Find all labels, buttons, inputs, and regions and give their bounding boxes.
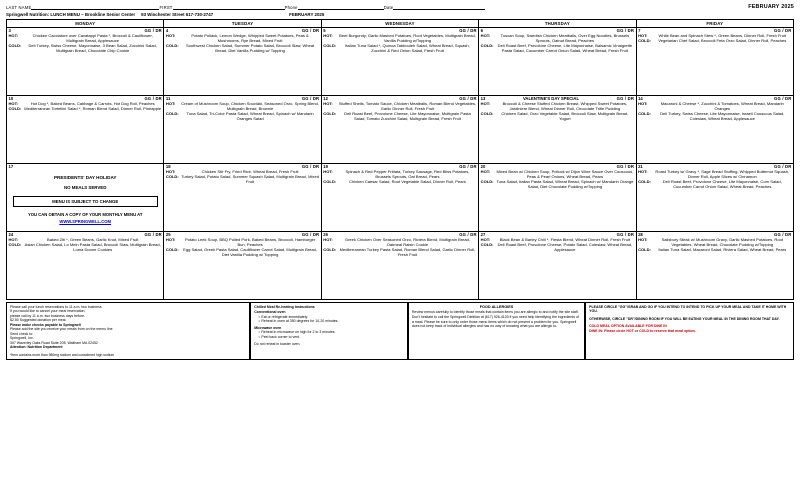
hot-label: HOT: — [165, 168, 176, 174]
weekday-friday: FRIDAY — [636, 19, 793, 27]
day-number: 5 — [323, 27, 326, 33]
hot-label: HOT: — [165, 100, 176, 106]
cold-label: COLD: — [323, 247, 337, 253]
hot-menu-text: Baked Ziti *, Green Beans, Garlic Knot, Mixed Fruit — [47, 236, 139, 242]
dr-instruction-line: OTHERWISE, CIRCLE "DR"/DINING ROOM IF YOU WILL BE EATING YOUR MEAL IN THE DINING ROOM THAT DAY. — [589, 316, 780, 321]
cold-menu-text: Deli Roast Beef, Provolone Cheese, Potato Salad, Coleslaw, Wheat Bread, Applesauce — [497, 242, 633, 253]
program-name: Springwell Nutrition: LUNCH MENU ~ Brookline Senior Center — [6, 12, 136, 17]
cold-label: COLD: — [480, 43, 494, 49]
weekday-thursday: THURSDAY — [479, 19, 636, 27]
footer-line-2: If you would like to cancel your meal reservation, — [10, 309, 86, 314]
cold-menu-text: Deli Roast Beef, Provolone Cheese, Lite Mayonnaise, Corn Salad, Cucumber Carrot Onion Salad, Wheat Bread, Peaches — [662, 179, 782, 189]
month-title-center: FEBRUARY 2025 — [289, 12, 325, 17]
gg-dr-option[interactable]: GG / DR — [459, 27, 477, 33]
hot-label: HOT: — [638, 32, 648, 38]
gg-dr-option[interactable]: GG / DR — [774, 163, 792, 169]
hot-label: HOT: — [165, 236, 176, 242]
day-cell-28[interactable] — [636, 231, 793, 299]
day-cell-19[interactable] — [321, 163, 478, 231]
week-row-1 — [7, 27, 794, 95]
gg-dr-option[interactable]: GG / DR — [144, 27, 162, 33]
footer-reservations-box — [6, 302, 250, 361]
cold-label: COLD: — [638, 247, 651, 253]
cold-label: COLD: — [480, 242, 494, 248]
day-cell-25[interactable] — [164, 231, 321, 299]
hot-label: HOT: — [323, 236, 333, 242]
cold-label: COLD: — [480, 111, 494, 117]
reheat-toaster-note: Do not reheat in toaster oven. — [254, 342, 301, 347]
patient-form-row — [6, 4, 794, 10]
hot-label: HOT: — [8, 32, 18, 38]
hot-label: HOT: — [480, 236, 491, 242]
cold-menu-text: Egg Salad, Greek Pasta Salad, Cauliflower Carrot Salad, Multigrain Bread, Diet Vanilla Pudding w/ Topping — [183, 247, 317, 257]
date-field[interactable] — [384, 4, 486, 10]
menu-subject-to-change-box: MENU IS SUBJECT TO CHANGE — [13, 196, 158, 207]
day-number: 11 — [165, 95, 171, 101]
hot-menu-text: Greek Chicken Over Seasoned Orzo, Riviera Blend, Multigrain Bread, Oatmeal Raisin Cookie — [344, 236, 470, 247]
day-cell-4[interactable] — [164, 27, 321, 95]
day-number: 7 — [638, 27, 641, 33]
cold-menu-text: Deli Turkey, Swiss Cheese, Lite Mayonnaise, Israeli Couscous Salad, Coleslaw, Wheat Bread, Applesauce — [660, 111, 785, 121]
day-cell-3[interactable] — [7, 27, 164, 95]
footer-org-name: Springwell, Inc. — [10, 336, 34, 341]
day-cell-5[interactable] — [321, 27, 478, 95]
first-name-line[interactable] — [173, 4, 285, 10]
cold-label: COLD: — [638, 38, 651, 44]
cold-label: COLD: — [8, 106, 22, 112]
week-row-3 — [7, 163, 794, 231]
reheat-conventional-label: Conventional oven — [254, 310, 286, 315]
last-name-line[interactable] — [31, 4, 159, 10]
cold-menu-text: Italian Tuna Salad *, Quinoa Tabbouleh Salad, Wheat Bread, Squash, Zucchini & Red Onion Salad, Fresh Fruit — [345, 43, 470, 53]
reheat-title: Chilled Meal Re-heating Instructions — [254, 304, 315, 309]
reheat-bullet-4: ○ Peel back corner to vent. — [258, 334, 301, 339]
phone-label: Phone — [284, 5, 298, 10]
day-cell-14[interactable] — [636, 95, 793, 163]
footer-org-address: 307 Waverley Oaks Road Suite 205, Waltham MA 02452 — [10, 340, 98, 345]
last-name-label: LAST NAME — [6, 5, 32, 10]
cold-menu-text: Southwest Chicken Salad, Summer Potato Salad, Broccoli Slaw, Wheat Bread, Diet Vanilla Pudding w/ Topping — [185, 43, 315, 53]
hot-label: HOT: — [323, 32, 333, 38]
day-number: 21 — [638, 163, 643, 169]
hot-label: HOT: — [165, 32, 176, 38]
gg-dr-option[interactable]: GG / DR — [301, 231, 320, 237]
gg-instruction-line: PLEASE CIRCLE "GG"/GRAB AND GO IF YOU INTEND TO INTEND TO PICK UP YOUR MEAL AND TAKE IT HOME WITH YOU. — [589, 304, 787, 314]
day-number: 4 — [165, 27, 169, 33]
footer-gg-dr-instructions-box — [585, 302, 794, 361]
program-address: 93 Winchester Street 617-730-2747 — [141, 12, 214, 17]
hot-menu-text: White Bean and Spinach Stew *, Green Beans, Dinner Roll, Fresh Fruit — [658, 32, 787, 38]
date-line[interactable] — [393, 4, 485, 10]
day-number: 27 — [480, 231, 486, 237]
cold-label: COLD: — [165, 174, 179, 180]
day-number: 13 — [480, 95, 486, 101]
weekday-monday: MONDAY — [7, 19, 164, 27]
day-number: 3 — [8, 27, 11, 33]
hot-menu-text: Cream of Mushroom Soup, Chicken Souvlaki, Seasoned Orzo, Spring Blend, Multigrain Bread, Brownie — [181, 100, 319, 111]
footer-line-5: Please add the site you receive your meals from on the memo line — [10, 327, 113, 332]
day-number: 6 — [480, 27, 484, 33]
day-cell-12[interactable] — [321, 95, 478, 163]
cold-label: COLD: — [323, 43, 337, 49]
hot-label: HOT: — [323, 100, 333, 106]
day-number: 24 — [8, 231, 14, 237]
day-cell-21[interactable] — [636, 163, 793, 231]
day-number: 10 — [8, 95, 14, 101]
cold-label: COLD: — [165, 111, 179, 117]
hot-label: HOT: — [638, 236, 648, 242]
springwell-website-link[interactable]: WWW.SPRINGWELL.COM — [59, 218, 112, 224]
cold-label: COLD: — [638, 111, 651, 117]
day-number: 20 — [480, 163, 486, 169]
hot-label: HOT: — [8, 236, 18, 242]
weekday-header-row — [7, 19, 794, 27]
menu-calendar — [6, 19, 794, 300]
allergies-body: Review menus carefully to identify those meals that contain items you are allergic to and notify the site staff. Don't hesitate to call the Springwell Dietitian at (617) 926-4100 if you need help identifying the ingredients of a meal. Please be sure to only order those menu items which do not present a problem for you. Springwell does not keep track of individual allergies and has no way of knowing what you are allergic to. — [411, 310, 579, 329]
day-cell-6[interactable] — [479, 27, 636, 95]
day-number: 18 — [165, 163, 171, 169]
reheat-bullet-3: ○ Reheat in microwave on high for 2 to 3 minutes. — [258, 330, 336, 335]
dine-in-instruction-line: DINE IN: Please circle HOT or COLD to reserve that meal option. — [589, 328, 696, 333]
footer-line-3: please call by 11 a.m. two business days before. — [10, 313, 86, 318]
cold-menu-text: Turkey Salad, Potato Salad, Summer Squash Salad, Multigrain Bread, Mixed Fruit — [181, 174, 319, 185]
cold-menu-text: Chicken Caesar Salad, Root Vegetable Salad, Dinner Roll, Pears — [349, 179, 466, 185]
footer-allergies-box — [408, 302, 585, 361]
gg-dr-option[interactable]: GG / DR — [144, 95, 162, 101]
cold-meal-option-line: COLD MEAL OPTION AVAILABLE FOR DINE IN — [589, 324, 667, 329]
cold-menu-text: Tuna Salad, Tri-Color Pasta Salad, Wheat Bread, Spinach w/ Mandarin Oranges Salad — [186, 111, 314, 121]
cold-label: COLD: — [8, 43, 22, 49]
gg-dr-option[interactable]: GG / DR — [459, 163, 477, 169]
gg-dr-option[interactable]: GG / DR — [774, 95, 792, 101]
hot-menu-text: Black Bean & Barley Chili *, Fiesta Blend, Wheat Dinner Roll, Fresh Fruit — [499, 236, 630, 242]
holiday-title: PRESIDENTS' DAY HOLIDAY — [53, 175, 117, 181]
phone-field[interactable] — [285, 4, 384, 10]
cold-menu-text: Deli Turkey, Swiss Cheese, Mayonnaise, 3 Bean Salad, Zucchini Salad, Multigrain Bread, Chocolate Chip Cookie — [28, 43, 157, 53]
day-number: 17 — [8, 163, 14, 169]
day-cell-10[interactable] — [7, 95, 164, 163]
valentines-special-label: VALENTINE'S DAY SPECIAL — [522, 95, 580, 101]
hot-menu-text: Spinach & Red Pepper Frittata, Turkey Sausage, Red Bliss Potatoes, Brussels Sprouts, Oat Bread, Pears — [345, 168, 470, 179]
footer-reheat-box — [250, 302, 408, 361]
hot-menu-text: Broccoli & Cheese Stuffed Chicken Breast, Whipped Sweet Potatoes, Jardiniere Blend, Wheat Dinner Roll, Chocolate Trifle Pudding — [502, 100, 628, 111]
cold-label: COLD: — [165, 247, 179, 253]
month-title-right: FEBRUARY 2025 — [748, 4, 794, 10]
footer-sodium-note: *Item contains more than 980mg sodium and considered high sodium — [10, 352, 115, 357]
gg-dr-option[interactable]: GG / DR — [616, 163, 635, 169]
day-cell-26[interactable] — [321, 231, 478, 299]
hot-menu-text: Stuffed Shells, Tomato Sauce, Chicken Meatballs, Roman Blend Vegetables, Garlic Dinner Roll, Fresh Fruit — [338, 100, 477, 111]
cold-label: COLD: — [638, 179, 651, 185]
hot-menu-text: Macaroni & Cheese *, Zucchini & Tomatoes, Wheat Bread, Mandarin Oranges — [660, 100, 784, 111]
hot-menu-text: Salisbury Steak w/ Mushroom Gravy, Garlic Mashed Potatoes, Root Vegetables, Wheat Bread, Chocolate Pudding w/Topping — [661, 236, 783, 247]
phone-line[interactable] — [298, 4, 384, 10]
menu-copy-note: YOU CAN OBTAIN A COPY OF YOUR MONTHLY MENU AT — [28, 212, 143, 218]
cold-menu-text: Deli Roast Beef, Provolone Cheese, Lite Mayonnaise, Balsamic Vinaigrette Pasta Salad, Cucumber Carrot Onion Salad, Wheat Bread, Fresh Fruit — [497, 43, 633, 53]
cold-label: COLD: — [165, 43, 179, 49]
hot-menu-text: Mixed Bean w/ Chicken Soup, Pollock w/ Dijon Wine Sauce Over Couscous, Peas & Pearl Onions, Wheat Bread, Pears — [496, 168, 634, 179]
holiday-note: NO MEALS SERVED — [64, 184, 107, 190]
hot-menu-text: Roast Turkey w/ Gravy *, Sage Bread Stuffing, Whipped Butternut Squash, Dinner Roll, Apple Slices w/ Cinnamon — [655, 168, 790, 179]
cold-menu-text: Chicken Salad, Orzo Vegetable Salad, Broccoli Slaw, Multigrain Bread, Yogurt — [501, 111, 629, 121]
gg-dr-option[interactable]: GG / DR — [459, 231, 477, 237]
week-row-4 — [7, 231, 794, 299]
cold-menu-text: Asian Chicken Salad, Lo Mein Pasta Salad, Broccoli Slaw, Multigrain Bread, Loma Doone Cookies — [24, 242, 161, 253]
hot-label: HOT: — [323, 168, 333, 174]
cold-menu-text: Tuna Salad, Italian Pasta Salad, Wheat Bread, Spinach w/ Mandarin Orange Salad, Diet Chocolate Pudding w/Topping — [496, 179, 634, 189]
day-cell-27[interactable] — [479, 231, 636, 299]
hot-menu-text: Potato Leek Soup, BBQ Pulled Pork, Baked Beans, Broccoli, Hamburger Bun, Peaches — [184, 236, 316, 247]
day-cell-11[interactable] — [164, 95, 321, 163]
program-header — [6, 12, 794, 17]
footer — [6, 302, 794, 361]
hot-menu-text: Chicken Stir Fry, Fried Rice, Wheat Bread, Fresh Fruit — [201, 168, 299, 174]
footer-line-1: Please call your lunch reservations to 11 a.m. two business — [10, 304, 102, 309]
day-cell-7[interactable] — [636, 27, 793, 95]
hot-menu-text: Tuscan Soup, Swedish Chicken Meatballs, Over Egg Noodles, Brussels Sprouts, Oatnut Bread, Peaches — [500, 32, 630, 43]
gg-dr-option[interactable]: GG / DR — [301, 95, 320, 101]
week-row-2 — [7, 95, 794, 163]
first-name-label: FIRST — [159, 5, 173, 10]
day-number: 19 — [323, 163, 328, 169]
hot-label: HOT: — [480, 32, 491, 38]
gg-dr-option[interactable]: GG / DR — [459, 95, 477, 101]
day-number: 12 — [323, 95, 328, 101]
hot-label: HOT: — [8, 100, 18, 106]
gg-dr-option[interactable]: GG / DR — [144, 231, 162, 237]
reheat-bullet-1: ○ Eat or refrigerate immediately. — [258, 314, 308, 319]
hot-label: HOT: — [480, 100, 491, 106]
day-cell-13[interactable] — [479, 95, 636, 163]
cold-label: COLD: — [480, 179, 494, 185]
day-cell-18[interactable] — [164, 163, 321, 231]
first-name-field[interactable] — [159, 4, 284, 10]
cold-menu-text: Italian Tuna Salad, Macaroni Salad, Riviera Salad, Wheat Bread, Pears — [658, 247, 787, 253]
last-name-field[interactable] — [6, 4, 159, 10]
weekday-tuesday: TUESDAY — [164, 19, 321, 27]
allergies-title: FOOD ALLERGIES — [479, 304, 514, 309]
hot-label: HOT: — [638, 100, 648, 106]
reheat-microwave-label: Microwave oven — [254, 325, 282, 330]
cold-label: COLD: — [323, 179, 337, 185]
gg-dr-option[interactable]: GG / DR — [301, 27, 320, 33]
hot-menu-text: Hot Dog *, Baked Beans, Cabbage & Carrots, Hot Dog Roll, Peaches — [30, 100, 155, 106]
cold-label: COLD: — [8, 242, 22, 248]
footer-line-6: Send check to: — [10, 331, 34, 336]
hot-menu-text: Potato Pollack, Lemon Wedge, Whipped Sweet Potatoes, Peas & Mushrooms, Rye Bread, Mixed Fruit — [191, 32, 309, 43]
day-cell-20[interactable] — [479, 163, 636, 231]
cold-menu-text: Mediterranean Tortellini Salad *, Roman Blend Salad, Dinner Roll, Pineapple — [24, 106, 162, 112]
footer-attention: Attention: Nutrition Department — [10, 345, 63, 350]
day-cell-24[interactable] — [7, 231, 164, 299]
gg-dr-option[interactable]: GG / DR — [301, 163, 320, 169]
hot-menu-text: Beef Burgundy, Garlic Mashed Potatoes, Root Vegetables, Multigrain Bread, Vanilla Pudding w/Topping — [339, 32, 476, 43]
gg-dr-option[interactable]: GG / DR — [774, 231, 792, 237]
cold-menu-text: Vegetarian Chef Salad, Broccoli Feta Orzo Salad, Dinner Roll, Peaches — [658, 38, 787, 44]
cold-menu-text: Mediterranean Turkey Pasta Salad, Roman Blend Salad, Garlic Dinner Roll, Fresh Fruit — [339, 247, 476, 257]
gg-dr-option[interactable]: GG / DR — [616, 27, 635, 33]
reheat-bullet-2: ○ Reheat in oven at 350 degrees for 10-20 minutes. — [258, 319, 339, 324]
gg-dr-option[interactable]: GG / DR — [616, 231, 635, 237]
footer-line-4: $2.50 Suggested donation per meal. — [10, 318, 67, 323]
day-number: 26 — [323, 231, 328, 237]
cold-menu-text: Deli Roast Beef, Provolone Cheese, Lite Mayonnaise, Multigrain Pasta Salad, Tomato Zucchini Salad, Multigrain Bread, Fresh Fruit — [344, 111, 471, 121]
hot-label: HOT: — [480, 168, 491, 174]
day-number: 28 — [638, 231, 643, 237]
gg-dr-option[interactable]: GG / DR — [616, 95, 635, 101]
day-cell-17[interactable] — [7, 163, 164, 231]
gg-dr-option[interactable]: GG / DR — [774, 27, 792, 33]
hot-menu-text: Chicken Cacciatore over Cavatappi Pasta *, Broccoli & Cauliflower, Multigrain Bread, Applesauce — [32, 32, 153, 43]
weekday-wednesday: WEDNESDAY — [321, 19, 478, 27]
date-label: Date — [383, 5, 394, 10]
day-number: 25 — [165, 231, 171, 237]
day-number: 14 — [638, 95, 643, 101]
cold-label: COLD: — [323, 111, 337, 117]
hot-label: HOT: — [638, 168, 648, 174]
footer-checks-payable: Please make checks payable to Springwell — [10, 322, 81, 327]
